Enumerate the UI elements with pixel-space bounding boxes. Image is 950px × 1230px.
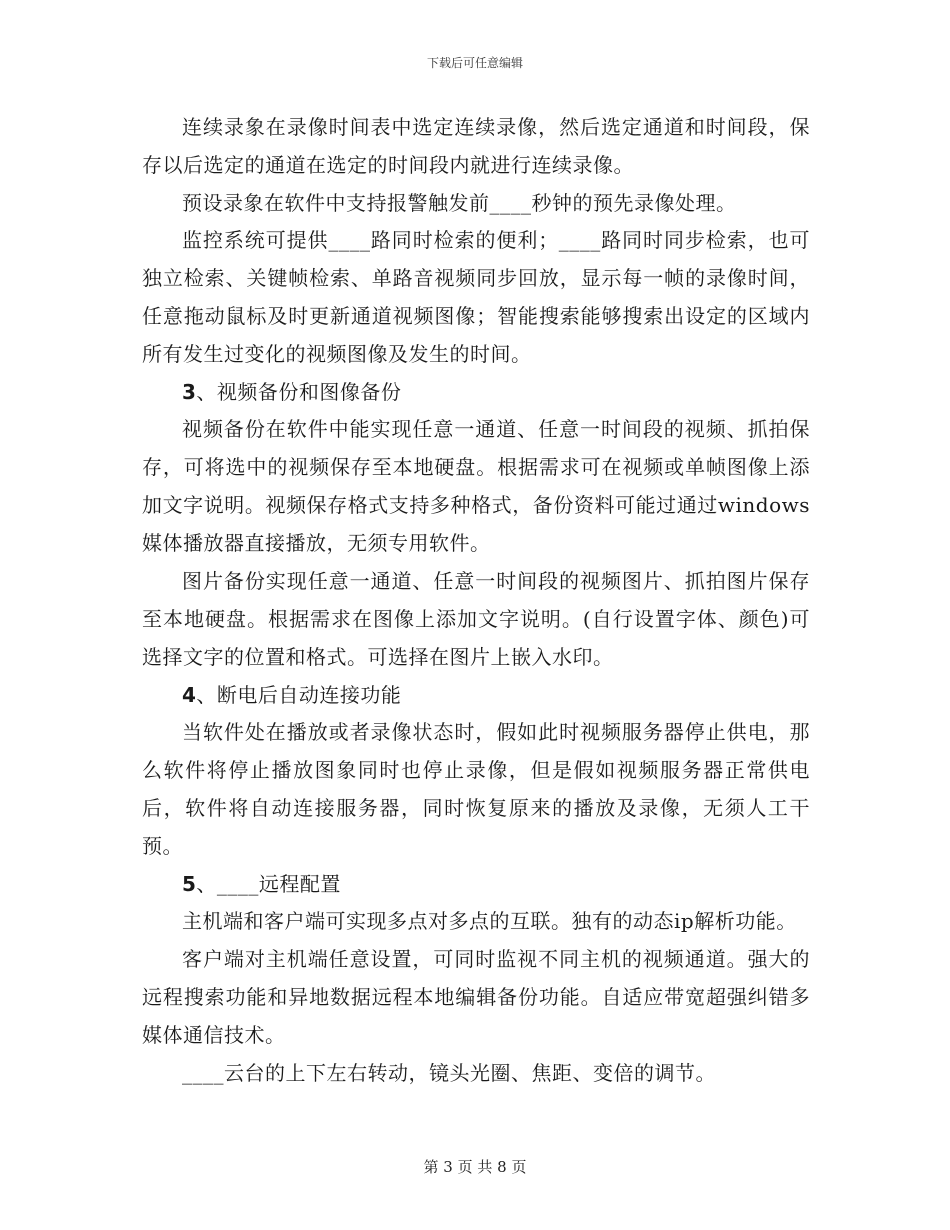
paragraph-image-backup: 图片备份实现任意一通道、任意一时间段的视频图片、抓拍图片保存至本地硬盘。根据需求在图像上添加文字说明。(自行设置字体、颜色)可选择文字的位置和格式。可选择在图片上嵌入水印。	[142, 569, 810, 670]
section-title: 、断电后自动连接功能	[196, 682, 402, 707]
section-number: 3	[182, 379, 197, 404]
page-header: 下载后可任意编辑	[426, 56, 523, 70]
paragraph-host-client: 主机端和客户端可实现多点对多点的互联。独有的动态ip解析功能。	[182, 909, 797, 934]
section-title: 、____远程配置	[196, 871, 341, 896]
paragraph-preset-recording: 预设录象在软件中支持报警触发前____秒钟的预先录像处理。	[182, 190, 737, 215]
paragraph-search: 监控系统可提供____路同时检索的便利；____路同时同步检索，也可独立检索、关键帧检索、单路音视频同步回放，显示每一帧的录像时间，任意拖动鼠标及时更新通道视频图像；智能搜索能够搜索出设定的区域内所有发生过变化的视频图像及发生的时间。	[142, 228, 810, 367]
section-number: 5	[182, 871, 197, 896]
section-heading-4	[142, 676, 810, 714]
paragraph-ptz-control: ____云台的上下左右转动，镜头光圈、焦距、变倍的调节。	[182, 1060, 716, 1085]
section-heading-3	[142, 373, 810, 411]
document-body	[142, 108, 810, 1091]
section-heading-5	[142, 865, 810, 903]
paragraph-client-settings: 客户端对主机端任意设置，可同时监视不同主机的视频通道。强大的远程搜索功能和异地数据远程本地编辑备份功能。自适应带宽超强纠错多媒体通信技术。	[142, 947, 810, 1048]
paragraph-power-recovery: 当软件处在播放或者录像状态时，假如此时视频服务器停止供电，那么软件将停止播放图象同时也停止录像，但是假如视频服务器正常供电后，软件将自动连接服务器，同时恢复原来的播放及录像，无须人工干预。	[142, 720, 810, 859]
paragraph-video-backup: 视频备份在软件中能实现任意一通道、任意一时间段的视频、抓拍保存，可将选中的视频保存至本地硬盘。根据需求可在视频或单帧图像上添加文字说明。视频保存格式支持多种格式，备份资料可能过通过windows媒体播放器直接播放，无须专用软件。	[142, 417, 810, 556]
page-footer: 第 3 页 共 8 页	[423, 1158, 527, 1176]
section-title: 、视频备份和图像备份	[196, 379, 402, 404]
section-number: 4	[182, 682, 197, 707]
paragraph-continuous-recording: 连续录象在录像时间表中选定连续录像，然后选定通道和时间段，保存以后选定的通道在选定的时间段内就进行连续录像。	[142, 115, 810, 177]
